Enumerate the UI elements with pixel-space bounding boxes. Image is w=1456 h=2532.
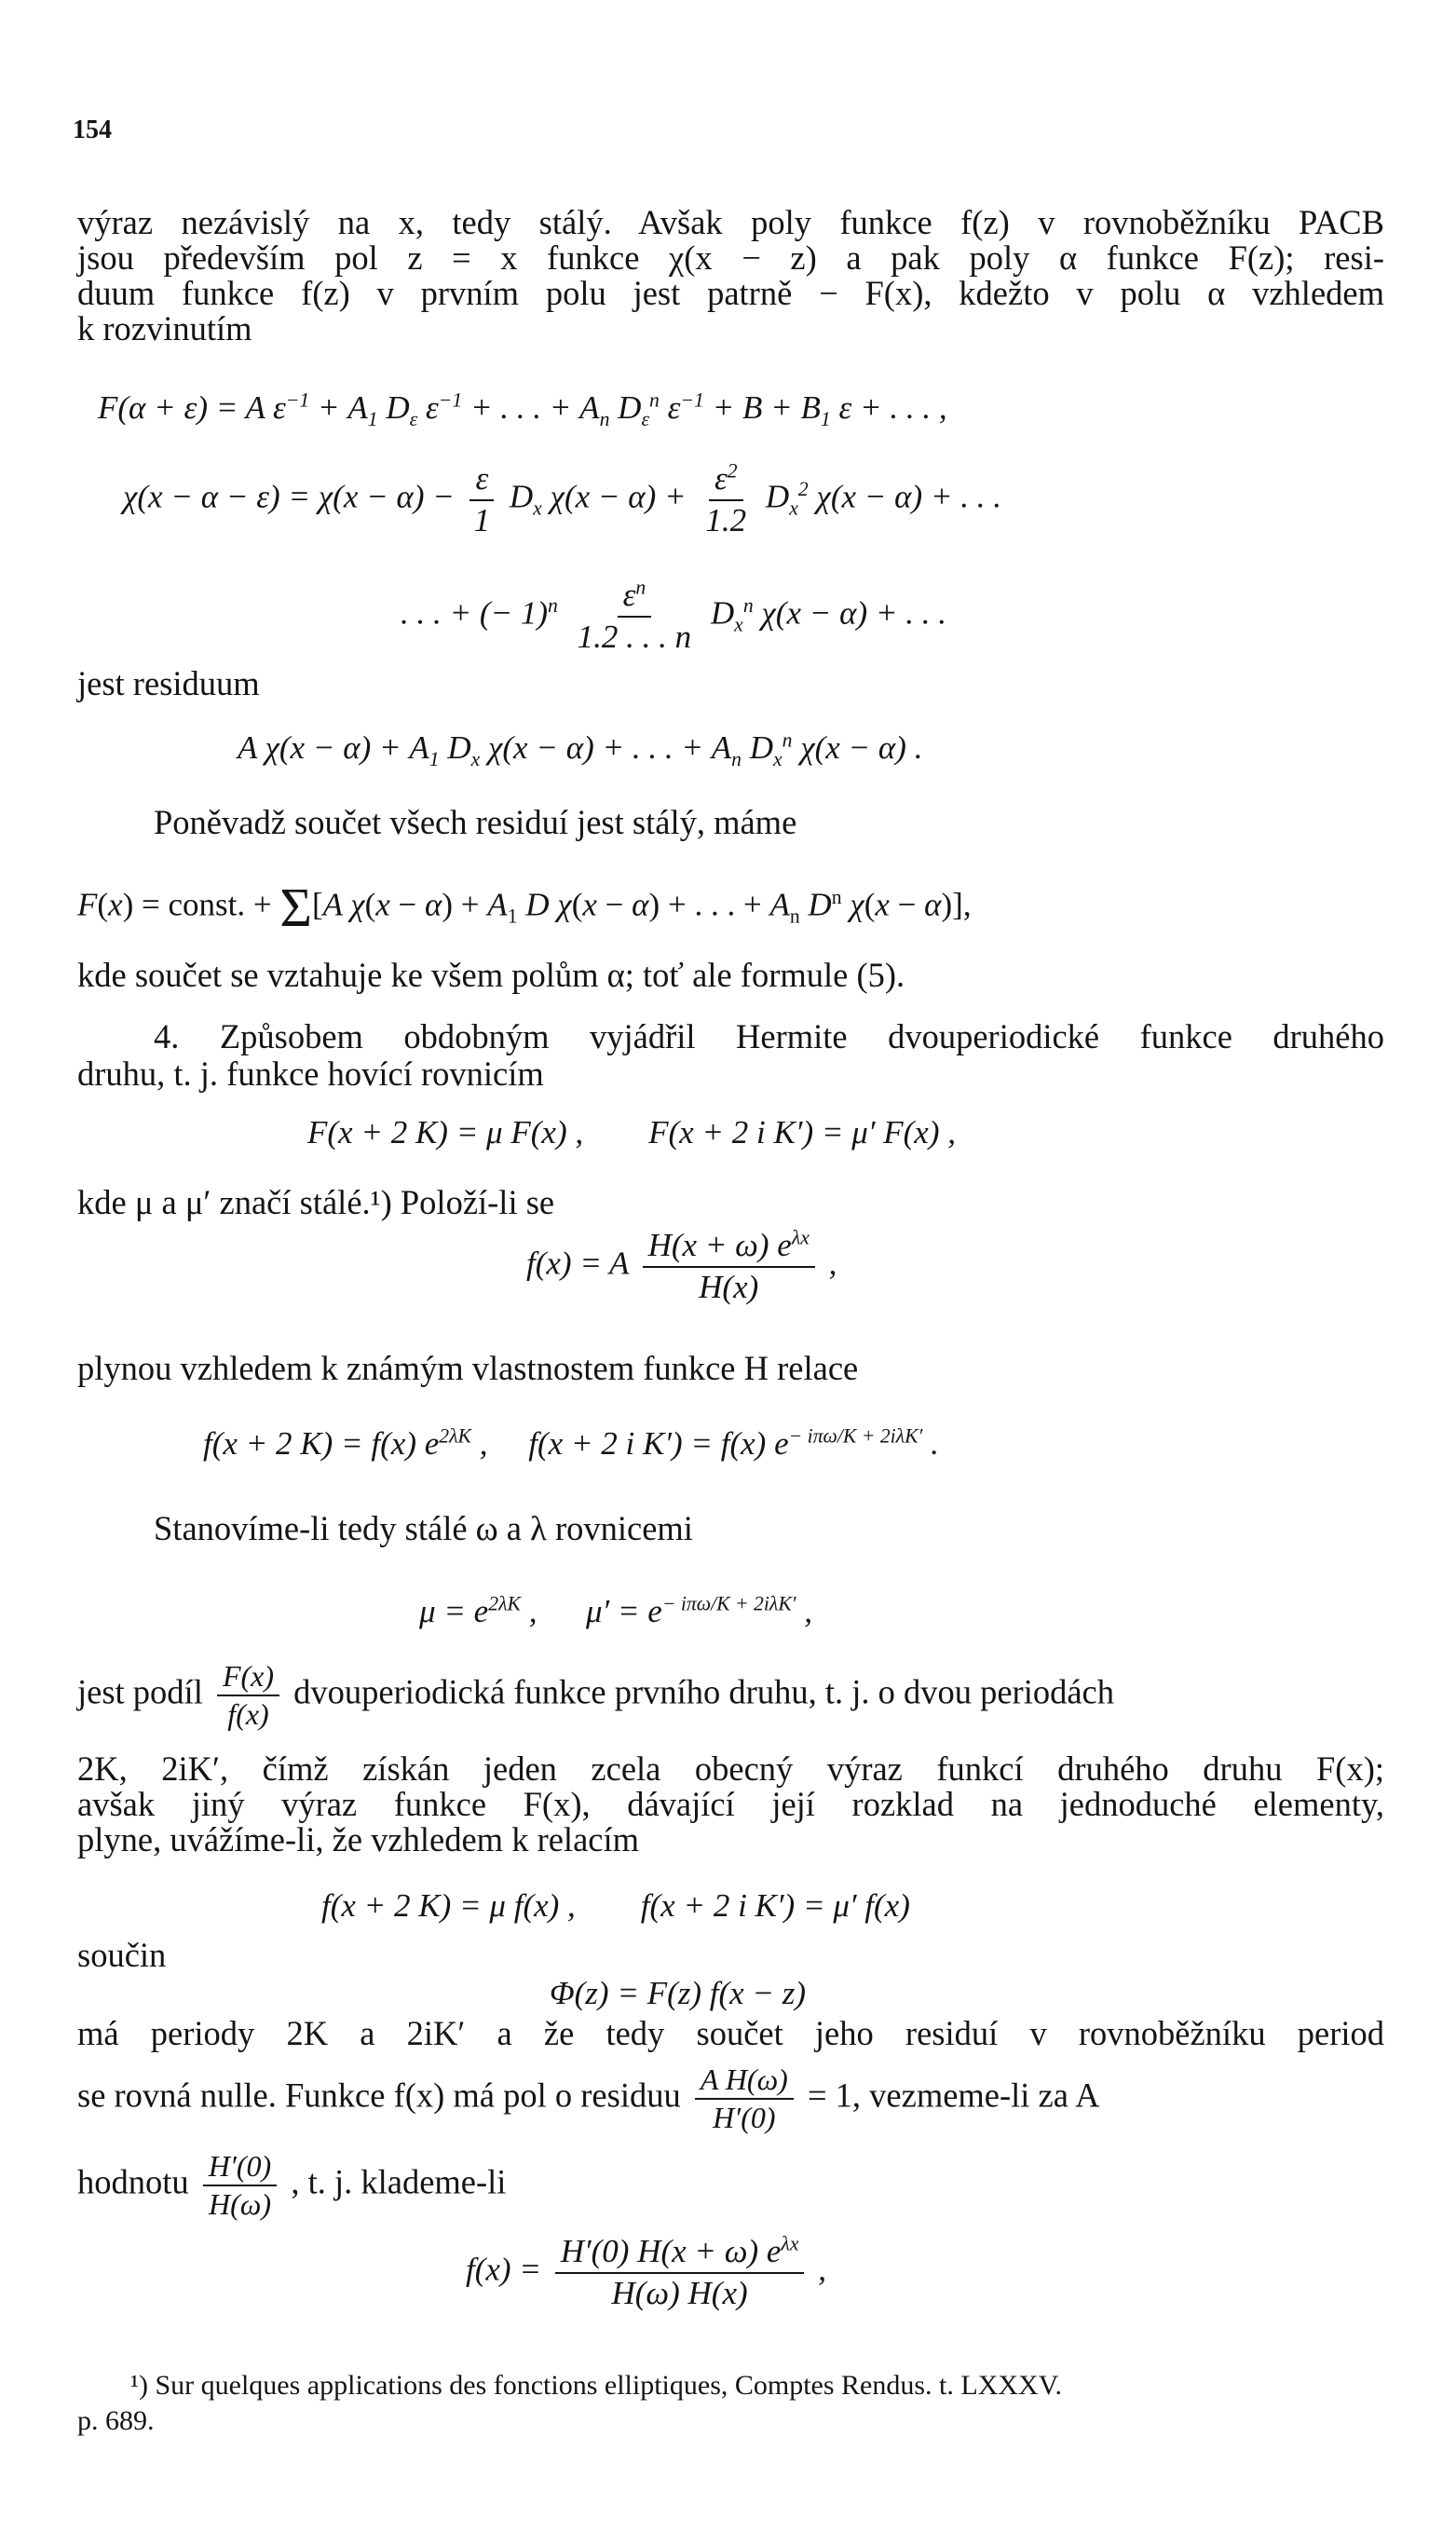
text-line: kde μ a μ′ značí stálé.¹) Položí-li se [77,1183,555,1221]
text-fragment: dvouperiodická funkce prvního druhu, t. j. o dvou periodách [293,1672,1115,1711]
inline-fraction: $\frac{H'(0)}{H(\omega)}$ [203,2150,277,2221]
equation-quasi-periodicity: F(x + 2 K) = μ F(x) , F(x + 2 i K′) = μ′ F(x) , [307,1114,956,1150]
text-line: plynou vzhledem k známým vlastnostem funkce H relace [77,1349,859,1387]
text-line: jest residuum [77,664,260,702]
text-line [77,2063,1099,2134]
equation-f-relations: f(x + 2 K) = f(x) $e^{2\lambda K}$ , f(x + 2 i K′) = f(x) $e^{- i\pi\omega/K + 2i\lambda K'}$ . [203,1424,939,1462]
equation-f-definition: f(x) = A $\frac{H(x + \omega) e^{\lambda x}}{H(x)}$ , [526,1226,837,1305]
equation-laurent-expansion: F(α + ε) = A $\varepsilon^{-1} + A_1$ $D_\varepsilon$ $\varepsilon^{-1}$ + . . . + $A_n$ $D_\varepsilon^n$ $\varepsilon^{-1} + B + B_1$ ε + . . . , [98,388,947,430]
equation-f-quasi-periodicity: f(x + 2 K) = μ f(x) , f(x + 2 i K′) = μ′ f(x) [321,1887,910,1924]
text-line: avšak jiný výraz funkce F(x), dávající její rozklad na jednoduché elementy, [77,1785,1384,1823]
text-line: plyne, uvážíme-li, že vzhledem k relacím [77,1820,639,1858]
equation-taylor-expansion: χ(x − α − ε) = χ(x − α) − $\frac{\varepsilon}{1}$ $D_x$ χ(x − α) + $\frac{\varepsilon^2}{1.2}$ $D_x^2$ χ(x − α) + . . . [123,459,1002,538]
inline-fraction: $\frac{\text{A H(ω)}}{H'(0)}$ [695,2063,794,2134]
equation-f-final: f(x) = $\frac{H'(0) H(x + \omega) e^{\lambda x}}{H(\omega) H(x)}$ , [466,2232,826,2311]
equation-mu-definitions: $\mu = e^{2\lambda K}$ , $\mu' = e^{- i\pi\omega/K + 2i\lambda K'}$ , [419,1592,813,1629]
equation-residue: A $\chi(x - \alpha) + A_1$ $D_x$ χ(x − α) + . . . + $A_n$ $D_x^n$ χ(x − α) . [238,728,923,770]
text-fragment: = 1, vezmeme-li za A [807,2076,1100,2115]
text-line: Stanovíme-li tedy stálé ω a λ rovnicemi [154,1509,693,1547]
text-fragment: se rovná nulle. Funkce f(x) má pol o residuu [77,2076,681,2115]
page-number: 154 [73,116,112,144]
text-line: druhu, t. j. funkce hovící rovnicím [77,1055,544,1093]
text-line: 2K, 2iK′, čímž získán jeden zcela obecný výraz funkcí druhého druhu F(x); [77,1749,1384,1788]
text-line: jsou především pol z = x funkce χ(x − z) a pak poly α funkce F(z); resi- [77,238,1384,277]
footnote-line: ¹) Sur quelques applications des fonctions elliptiques, Comptes Rendus. t. LXXXV. [130,2370,1063,2401]
text-line: má periody 2K a 2iK′ a že tedy součet jeho residuí v rovnoběžníku period [77,2014,1384,2052]
text-line: 4. Způsobem obdobným vyjádřil Hermite dvouperiodické funkce druhého [154,1017,1384,1055]
text-line: duum funkce f(z) v prvním polu jest patrně − F(x), kdežto v polu α vzhledem [77,274,1384,312]
equation-phi-product: Φ(z) = F(z) f(x − z) [550,1975,807,2011]
equation-taylor-continued: . . . + (− 1)$^n$ $\frac{\varepsilon^n}{1.2 . . . n}$ $D_x^n$ χ(x − α) + . . . [401,576,947,655]
text-line: kde součet se vztahuje ke všem polům α; toť ale formule (5). [77,956,905,994]
text-fragment: hodnotu [77,2162,189,2201]
text-fragment: , t. j. klademe-li [291,2162,507,2201]
text-line: Poněvadž součet všech residuí jest stálý, máme [154,803,797,841]
footnote-line: p. 689. [77,2405,155,2436]
inline-fraction: $\frac{F(x)}{f(x)}$ [217,1660,279,1731]
text-line: součin [77,1936,167,1974]
equation-sum-of-residues: F(x) = const. + Σ[A $\chi(x - \alpha) + A_1$ D χ(x − α) + . . . + $A_n$ $D^n$ χ(x − α)], [77,877,972,938]
text-line [77,1660,1114,1731]
text-line: výraz nezávislý na x, tedy stálý. Avšak poly funkce f(z) v rovnoběžníku PACB [77,203,1384,241]
text-line: k rozvinutím [77,309,252,347]
text-fragment: jest podíl [77,1672,203,1711]
text-line [77,2150,506,2221]
